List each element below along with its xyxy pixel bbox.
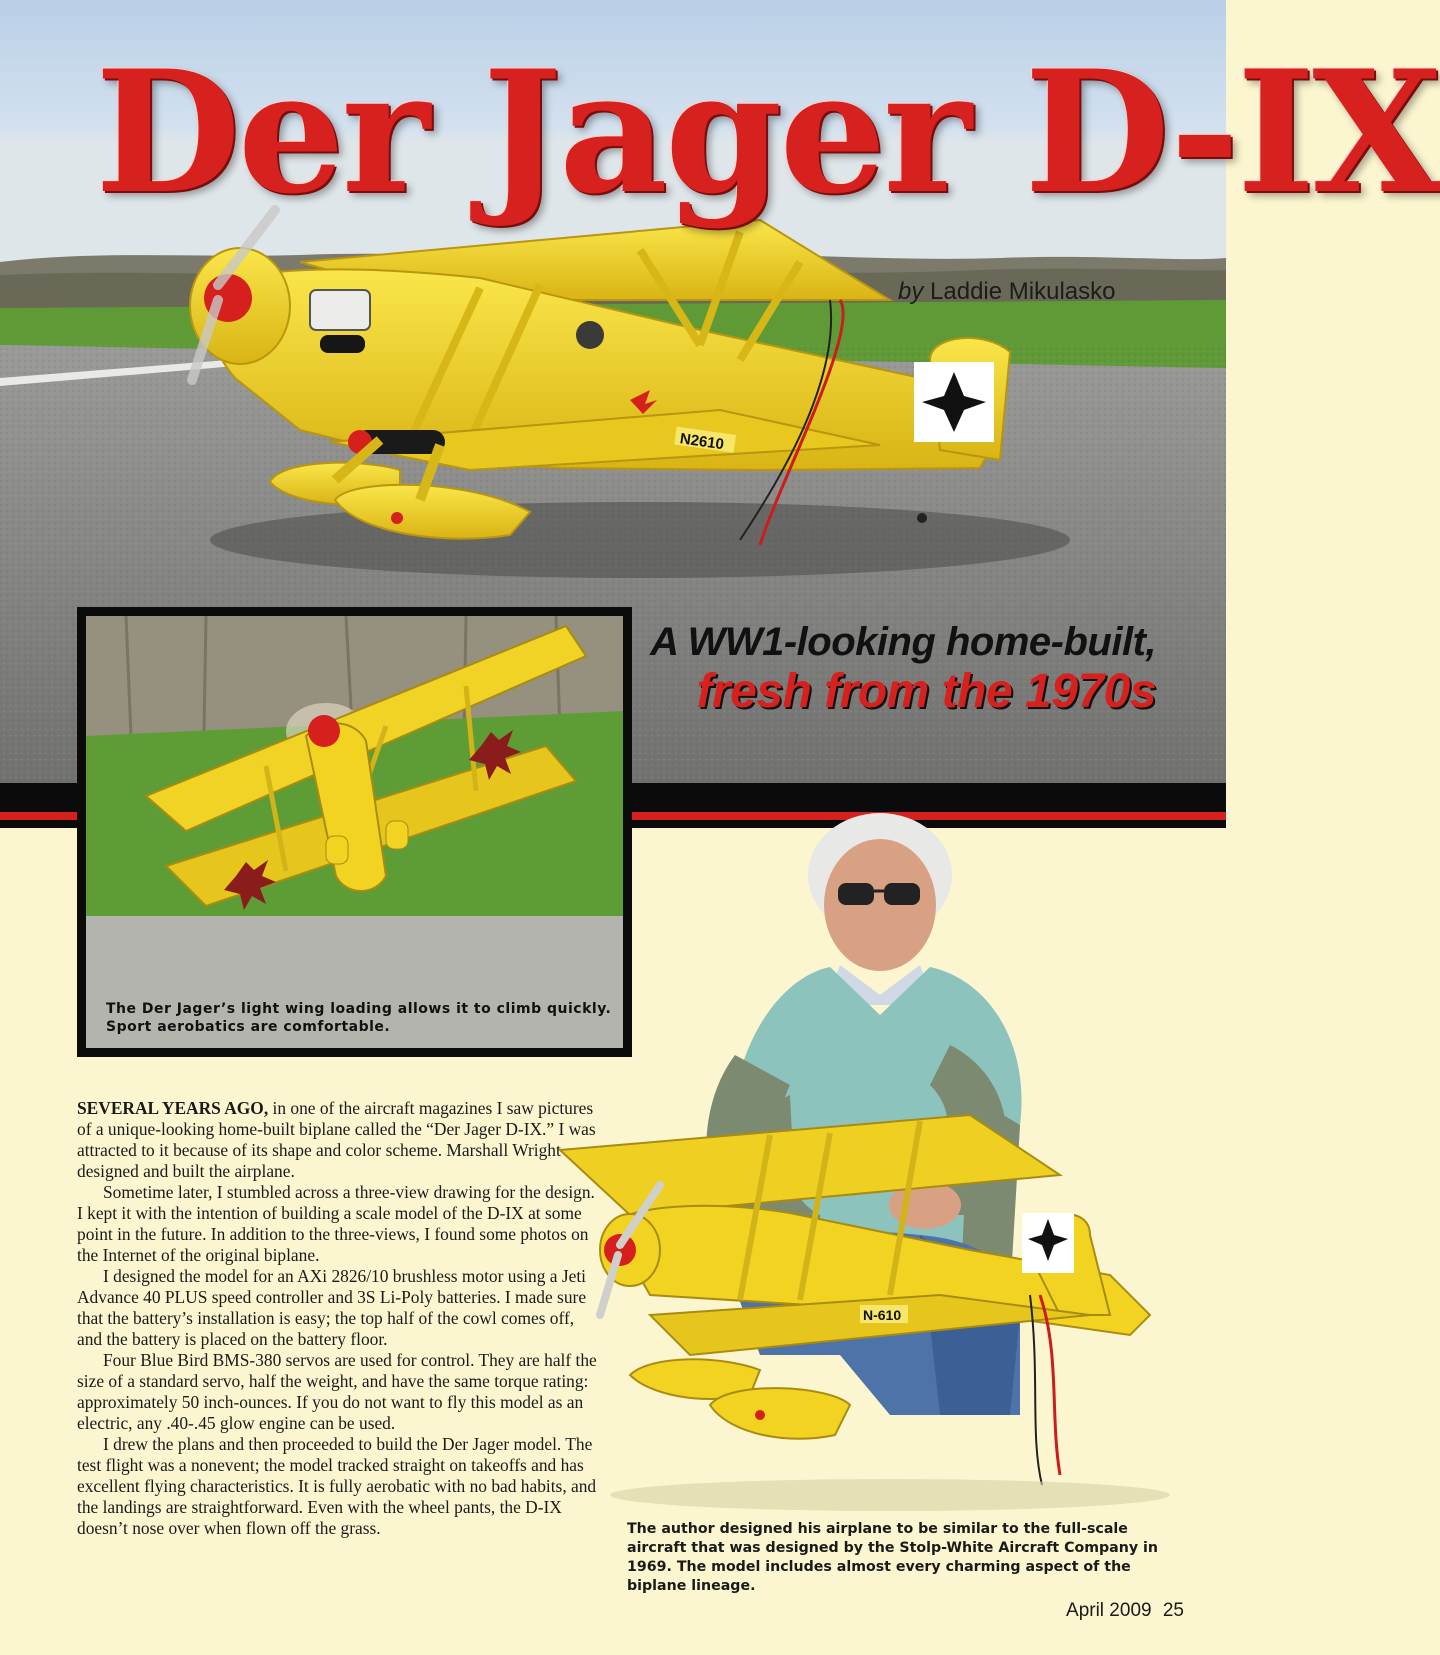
body-paragraph-5: I drew the plans and then proceeded to build the Der Jager model. The test flight was a nonevent; the model tracked straight on takeoffs and has excellent flying characteristics. It is fully aerobatic with no bad habits, and the landings are straightforward. Even with the wheel pants, the D-IX doesn’t nose over when flown off the grass. [77,1434,597,1538]
author-photo [590,795,1226,1530]
body-paragraph-1-text: in one of the aircraft magazines I saw pictures of a unique-looking home-built biplane called the “Der Jager D-IX.” I was attracted to it because of its shape and color scheme. Marshall Wright designed and built the airplane. [77,1098,596,1181]
body-paragraph-4: Four Blue Bird BMS-380 servos are used for control. They are half the size of a standard servo, half the weight, and have the same torque rating: approximately 50 inch-ounces. If you do not want to fly this model as an electric, any .40-.45 glow engine can be used. [77,1350,597,1433]
body-paragraph-3: I designed the model for an AXi 2826/10 brushless motor using a Jeti Advance 40 PLUS speed controller and 3S Li-Poly batteries. I made sure that the battery’s installation is easy; the top half of the cowl comes off, and the battery is placed on the battery floor. [77,1266,587,1349]
article-body [77,1098,602,1539]
subtitle-line-2: fresh from the 1970s [696,664,1156,718]
byline [898,278,1115,306]
inset-photo-caption: The Der Jager’s light wing loading allows it to climb quickly. Sport aerobatics are comfortable. [106,1000,612,1035]
subtitle-line-1: A WW1-looking home-built, [650,620,1156,664]
author-name: Laddie Mikulasko [930,278,1116,305]
article-subtitle [650,620,1156,719]
page-number: 25 [1162,1600,1184,1621]
article-title: Der Jager D-IX [95,33,1440,231]
author-photo-caption: The author designed his airplane to be similar to the full-scale aircraft that was designed by the Stolp-White Aircraft Company in 1969. The model includes almost every charming aspect of the biplane lineage. [627,1521,1159,1594]
body-paragraph-1 [77,1098,602,1182]
inset-flight-photo [86,616,623,1048]
author-plane-registration: N-610 [863,1307,902,1323]
inset-biplane-illustration [86,616,623,1048]
page-folio [1060,1600,1184,1622]
byline-prefix: by [898,278,924,305]
hero-registration: N2610 [678,430,725,454]
body-paragraph-2: Sometime later, I stumbled across a three-view drawing for the design. I kept it with the intention of building a scale model of the D-IX at some point in the future. In addition to the three-views, I found some photos on the Internet of the original biplane. [77,1182,595,1265]
inset-photo-frame [77,607,632,1057]
lead-in: SEVERAL YEARS AGO, [77,1098,269,1118]
issue-date: April 2009 [1066,1600,1152,1621]
author-with-model-illustration [590,795,1226,1530]
